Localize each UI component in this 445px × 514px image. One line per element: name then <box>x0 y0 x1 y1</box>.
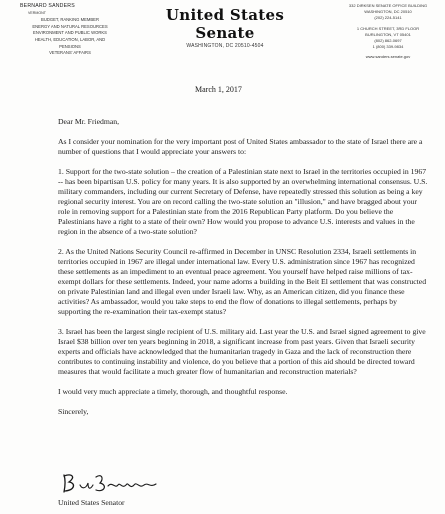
sender-title: United States Senator <box>58 498 125 507</box>
question-paragraph: 1. Support for the two-state solution – the creation of a Palestinian state next to Israel in the territories occupied in 1967 -- has been bipartisan U.S. policy for many years. It is also supported by an overwhelming international consensus. U.S. military commanders, including our current Secretary of Defense, have repeatedly stressed this solution as being a key regional security interest. You are on record calling the two-state solution an "illusion," and have bragged about your role in removing support for a Palestinian state from the 2016 Republican Party platform. Do you believe the Palestinians have a right to a state of their own? How would you propose to advance U.S. interests and values in the region in the absence of a two-state solution? <box>58 167 428 236</box>
signoff: Sincerely, <box>58 407 89 416</box>
dc-office-line: (202) 224-5141 <box>374 15 402 21</box>
signature-image <box>60 471 170 495</box>
letterhead-right <box>343 3 433 61</box>
senate-city: WASHINGTON, DC 20510-4504 <box>186 43 264 49</box>
intro-paragraph: As I consider your nomination for the very important post of United States ambassador to the state of Israel there are a number of questions that I would appreciate your answers to: <box>58 137 423 156</box>
committee-line: HEALTH, EDUCATION, LABOR, AND <box>34 36 106 42</box>
website-link[interactable]: www.sanders.senate.gov <box>365 54 411 60</box>
senator-state: VERMONT <box>28 10 46 15</box>
salutation: Dear Mr. Friedman, <box>58 117 120 126</box>
question-paragraph: 3. Israel has been the largest single recipient of U.S. military aid. Last year the U.S. and Israel signed agreement to give Israel $38 billion over ten years beginning in 2018, a significant increase from past years. Given that Israeli security experts and officials have acknowledged that the humanitarian tragedy in Gaza and the lack of reconstruction there contributes to continuing instability and violence, do you believe that a portion of this aid should be directed toward measures that would facilitate a much greater flow of humanitarian and reconstruction materials? <box>58 327 426 376</box>
letterhead-center <box>150 6 300 49</box>
vt-office-line: (802) 862-0697 <box>374 38 402 44</box>
committee-line: ENVIRONMENT AND PUBLIC WORKS <box>33 30 107 36</box>
question-paragraph: 2. As the United Nations Security Council re-affirmed in December in UNSC Resolution 2334, Israeli settlements in territories occupied in 1967 are illegal under international law. Every U.S. administration since 1967 has recognized these settlements as an impediment to an eventual peace agreement. You yourself have helped raise millions of tax-exempt dollars for these settlements. Indeed, your name adorns a building in the Beit El settlement that was constructed on private Palestinian land and illegal even under Israeli law. Why, as an American citizen, did you finance these activities? As ambassador, would you take steps to end the flow of donations to illegal settlements, perhaps by supporting the re-examination their tax-exempt status? <box>58 247 427 316</box>
dc-office-line: WASHINGTON, DC 20510 <box>364 9 412 15</box>
vt-office-line: BURLINGTON, VT 05401 <box>365 31 411 37</box>
committee-line: VETERANS' AFFAIRS <box>49 50 91 56</box>
vt-office-line: 1 (800) 339-9834 <box>372 44 404 50</box>
committee-line: BUDGET, RANKING MEMBER <box>41 17 99 23</box>
letterhead-left <box>20 3 140 57</box>
letter-date: March 1, 2017 <box>195 85 242 94</box>
vt-office-line: 1 CHURCH STREET, 3RD FLOOR <box>356 25 420 31</box>
senate-title: United States Senate <box>165 6 285 42</box>
closing-request: I would very much appreciate a timely, thorough, and thoughtful response. <box>58 387 288 396</box>
letter-body <box>58 117 428 427</box>
committee-line: PENSIONS <box>59 43 81 49</box>
dc-office-line: 332 DIRKSEN SENATE OFFICE BUILDING <box>348 3 428 8</box>
senator-name: BERNARD SANDERS <box>20 3 75 9</box>
committee-line: ENERGY AND NATURAL RESOURCES <box>32 23 108 29</box>
